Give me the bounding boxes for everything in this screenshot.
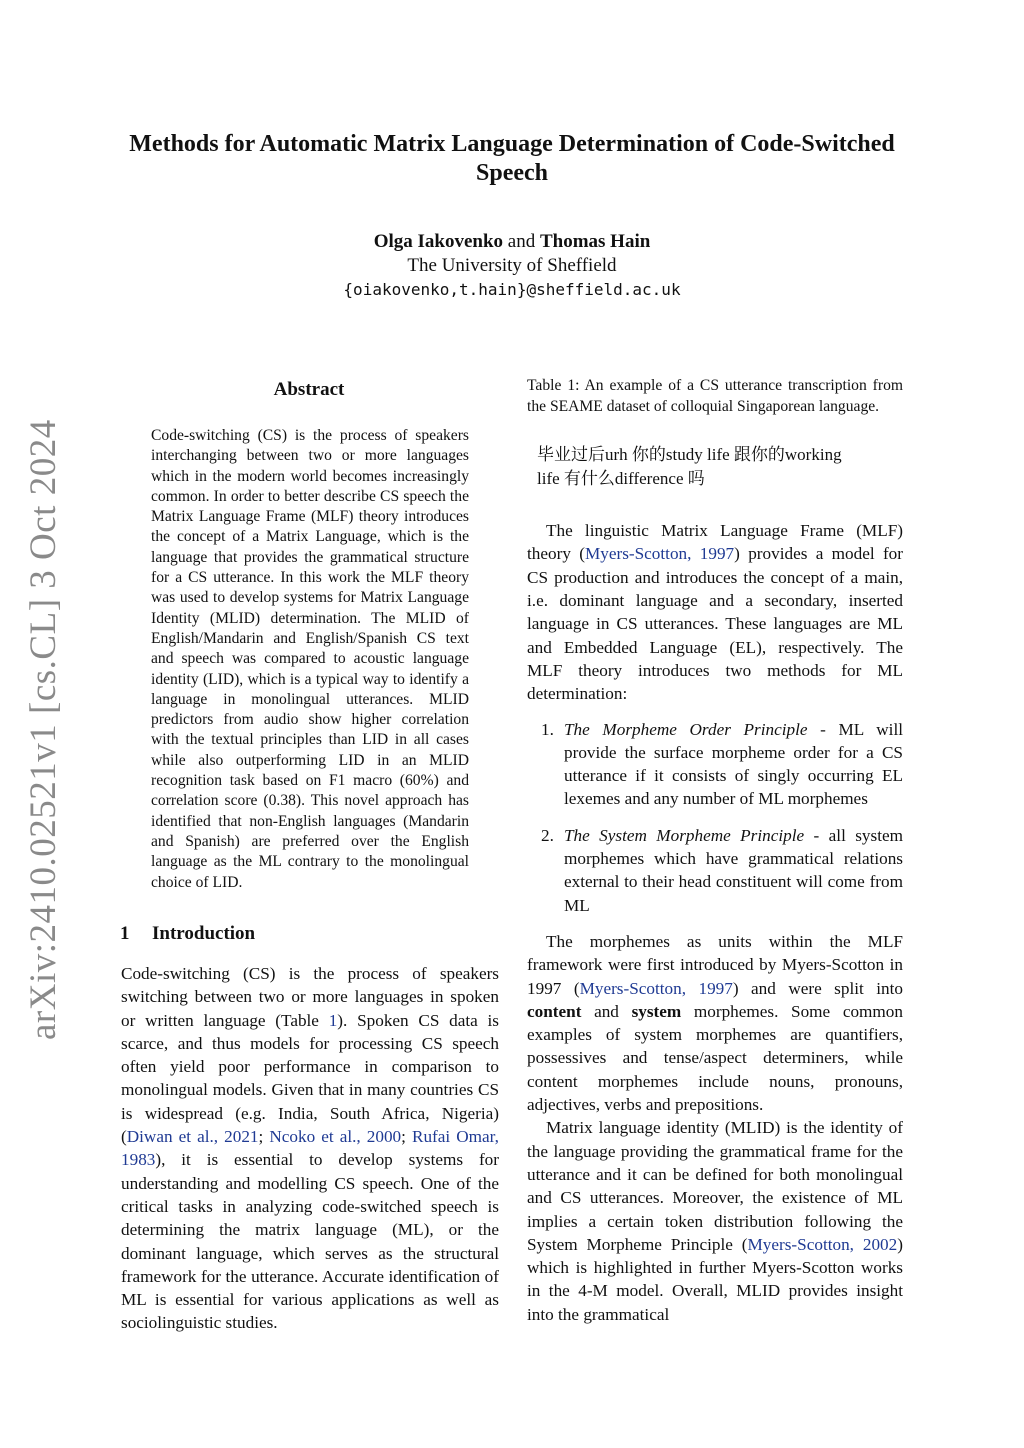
list-item — [527, 824, 903, 917]
bold-term: system — [631, 1001, 682, 1021]
text-run: Matrix language identity (MLID) is the identity of the language providing the grammatical frame for the utterance and it can be defined for both monolingual and CS utterances. Moreover, the existence of ML implies a certain token distribution following the System Morpheme Principle ( — [527, 1118, 903, 1254]
author-conjunction: and — [507, 231, 536, 252]
text-run: ) provides a model for CS production and introduces the concept of a main, i.e. dominant language and a secondary, inserted language in CS utterances. These languages are ML and Embedded Language (EL), respectively. The MLF theory introduces two methods for ML determination: — [527, 544, 903, 704]
citation-link[interactable]: Diwan et al., 2021 — [126, 1127, 259, 1147]
citation-link[interactable]: Myers-Scotton, 2002 — [747, 1234, 898, 1254]
citation-link[interactable]: Myers-Scotton, 1997 — [584, 544, 735, 564]
abstract-text: Code-switching (CS) is the process of speakers interchanging between two or more languages which in the modern world becomes increasingly common. In order to better describe CS speech the Matrix Language Frame (MLF) theory introduces the concept of a Matrix Language, which is the language that provides the grammatical structure for a CS utterance. In this work the MLF theory was used to develop systems for Matrix Language Identity (MLID) determination. The MLID of English/Mandarin and English/Spanish CS text and speech was compared to acoustic language identity (LID), which is a typical way to identify a language in monolingual utterances. MLID predictors from audio show higher correlation with the textual principles than LID in all cases while also outperforming LID in an MLID recognition task based on F1 macro (60%) and correlation score (0.38). This novel approach has identified that non-English languages (Mandarin and Spanish) are preferred over the English language as the ML contrary to the monolingual choice of LID. — [151, 427, 469, 891]
text-run: ). Spoken CS data is scarce, and thus models for processing CS speech often yield poor performance in comparison to monolingual models. Given that in many countries CS is widespread (e.g. India, South Africa, Nigeria) ( — [121, 1010, 500, 1147]
paragraph — [527, 519, 903, 705]
table-reference-link[interactable]: 1 — [328, 1010, 338, 1030]
list-number: 1. — [541, 719, 554, 739]
citation-link[interactable]: Rufai Omar, 1983 — [121, 1127, 499, 1170]
text-run: The linguistic Matrix Language Frame (MLF) theory ( — [527, 521, 903, 564]
section-heading — [120, 923, 500, 945]
author-email: {oiakovenko,t.hain}@sheffield.ac.uk — [343, 280, 681, 299]
arxiv-identifier-stamp: arXiv:2410.02521v1 [cs.CL] 3 Oct 2024 — [23, 419, 64, 1040]
right-column — [527, 376, 903, 1326]
paper-title: Methods for Automatic Matrix Language Determination of Code-Switched Speech — [129, 131, 895, 186]
author-block — [110, 230, 914, 302]
principle-title: The Morpheme Order Principle — [564, 719, 808, 739]
text-run: - ML will provide the surface morpheme order for a CS utterance if it consists of singly occurring EL lexemes and any number of ML morphemes — [564, 719, 903, 809]
text-run: ), it is essential to develop systems for understanding and modelling CS speech. One of the critical tasks in analyzing code-switched speech is determining the matrix language (ML), or the dominant language, which serves as the structural framework for the utterance. Accurate identification of ML is essential for various applications as well as sociolinguistic studies. — [121, 1150, 499, 1333]
abstract-body — [151, 426, 469, 893]
cs-utterance-example — [537, 443, 903, 491]
citation-link[interactable]: Ncoko et al., 2000 — [269, 1127, 402, 1147]
list-number: 2. — [541, 825, 554, 845]
principle-title: The System Morpheme Principle — [564, 825, 805, 845]
section-title: Introduction — [152, 923, 256, 944]
list-item — [527, 718, 903, 811]
section-number: 1 — [120, 923, 130, 944]
text-run: ; — [258, 1127, 270, 1147]
principle-list — [527, 718, 903, 917]
text-run: The morphemes as units within the MLF framework were first introduced by Myers-Scotton in 1997 ( — [527, 931, 903, 998]
citation-link[interactable]: Myers-Scotton, 1997 — [579, 978, 733, 998]
example-line: 毕业过后urh 你的study life 跟你的working — [537, 445, 842, 465]
affiliation: The University of Sheffield — [407, 255, 617, 276]
table-caption: Table 1: An example of a CS utterance transcription from the SEAME dataset of colloquial Singaporean language. — [527, 377, 903, 415]
bold-term: content — [527, 1001, 582, 1021]
text-run: and — [581, 1001, 632, 1021]
text-run: ) which is highlighted in further Myers-Scotton works in the 4-M model. Overall, MLID provides insight into the grammatical — [527, 1234, 903, 1324]
text-run: morphemes. Some common examples of system morphemes are quantifiers, possessives and tense/aspect determiners, while content morphemes include nouns, pronouns, adjectives, verbs and prepositions. — [527, 1001, 903, 1115]
paragraph — [527, 1116, 903, 1326]
paragraph — [121, 962, 499, 1335]
text-run: Code-switching (CS) is the process of speakers switching between two or more languages in spoken or written language (Table — [121, 964, 499, 1030]
text-run: ) and were split into — [732, 978, 903, 998]
text-run: ; — [401, 1127, 412, 1147]
example-line: life 有什么difference 吗 — [537, 469, 705, 489]
paragraph — [527, 930, 903, 1116]
introduction-body — [121, 962, 499, 1335]
author-name: Thomas Hain — [539, 231, 651, 252]
author-name: Olga Iakovenko — [373, 231, 504, 252]
abstract-heading: Abstract — [273, 379, 345, 400]
text-run: - all system morphemes which have grammatical relations external to their head constituent will come from ML — [564, 825, 903, 915]
